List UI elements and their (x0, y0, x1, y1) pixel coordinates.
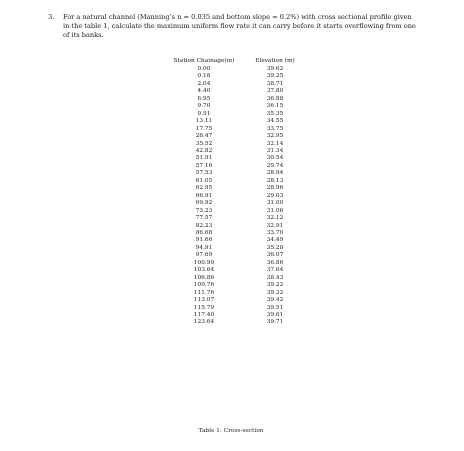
station-chainage-cell: 57.53 (195, 170, 213, 177)
station-chainage-cell: 0.18 (197, 73, 211, 80)
elevation-cell: 36.86 (266, 259, 284, 266)
elevation-cell: 35.28 (266, 244, 284, 251)
elevation-cell: 39.61 (266, 311, 284, 318)
elevation-cell: 34.55 (266, 118, 284, 125)
table-row (160, 319, 302, 326)
station-chainage-cell: 117.40 (193, 311, 215, 318)
elevation-cell: 31.34 (266, 147, 284, 154)
station-chainage-cell: 123.64 (193, 319, 215, 326)
station-chainage-cell: 86.68 (195, 229, 213, 236)
table-row (160, 275, 302, 282)
elevation-cell: 29.63 (266, 192, 284, 199)
table-row (160, 208, 302, 215)
table-caption-text: Table 1: Cross-section (198, 428, 264, 434)
station-chainage-cell: 9.91 (197, 110, 211, 117)
table-row (160, 148, 302, 155)
elevation-cell: 39.22 (266, 282, 284, 289)
table-row (160, 260, 302, 267)
station-chainage-cell: 57.16 (195, 162, 213, 169)
station-chainage-cell: 77.57 (195, 215, 213, 222)
table-row (160, 252, 302, 259)
elevation-cell: 39.32 (266, 289, 284, 296)
table-row (160, 66, 302, 73)
table-row (160, 103, 302, 110)
elevation-cell: 30.54 (266, 155, 284, 162)
station-chainage-cell: 91.66 (195, 237, 213, 244)
elevation-cell: 34.49 (266, 237, 284, 244)
table-row (160, 237, 302, 244)
table-row (160, 282, 302, 289)
table-row (160, 297, 302, 304)
elevation-cell: 36.88 (266, 95, 284, 102)
elevation-cell: 29.74 (266, 162, 284, 169)
problem-statement (48, 13, 419, 40)
table-row (160, 81, 302, 88)
station-chainage-cell: 9.70 (197, 103, 211, 110)
station-chainage-cell: 69.92 (195, 200, 213, 207)
station-chainage-cell: 115.79 (193, 304, 215, 311)
elevation-cell: 35.35 (266, 110, 284, 117)
table-row (160, 193, 302, 200)
table-header-row (160, 57, 302, 66)
station-chainage-cell: 6.95 (197, 95, 211, 102)
table-row (160, 111, 302, 118)
station-chainage-cell: 2.04 (197, 80, 211, 87)
table-row (160, 133, 302, 140)
station-chainage-cell: 113.07 (193, 297, 215, 304)
elevation-cell: 39.62 (266, 66, 284, 72)
elevation-cell: 28.13 (266, 177, 284, 184)
table-row (160, 178, 302, 185)
station-chainage-cell: 111.76 (193, 289, 215, 296)
column-header-station-chainage: Station Chainage(m) (173, 58, 235, 64)
table-row (160, 96, 302, 103)
elevation-cell: 39.25 (266, 73, 284, 80)
station-chainage-cell: 42.82 (195, 147, 213, 154)
elevation-cell: 31.00 (266, 200, 284, 207)
table-row (160, 73, 302, 80)
table-row (160, 155, 302, 162)
table-row (160, 118, 302, 125)
elevation-cell: 38.43 (266, 274, 284, 281)
table-row (160, 223, 302, 230)
column-header-elevation: Elevation (m) (255, 58, 295, 64)
cross-section-table (160, 57, 302, 327)
table-row (160, 88, 302, 95)
table-row (160, 200, 302, 207)
table-body (160, 66, 302, 327)
station-chainage-cell: 4.40 (197, 88, 211, 95)
station-chainage-cell: 26.47 (195, 133, 213, 140)
table-row (160, 141, 302, 148)
table-row (160, 267, 302, 274)
station-chainage-cell: 35.52 (195, 140, 213, 147)
elevation-cell: 37.64 (266, 267, 284, 274)
station-chainage-cell: 103.64 (193, 267, 215, 274)
problem-text: For a natural channel (Manning’s n = 0.035 and bottom slope = 0.2%) with cross sectional profile given in the table 1, calculate the maximum uniform flow rate it can carry before it starts overflowing from one of its banks. (63, 13, 416, 39)
table-row (160, 170, 302, 177)
table-row (160, 163, 302, 170)
elevation-cell: 39.51 (266, 304, 284, 311)
station-chainage-cell: 51.91 (195, 155, 213, 162)
station-chainage-cell: 73.23 (195, 207, 213, 214)
table-caption (0, 427, 464, 435)
table-row (160, 290, 302, 297)
station-chainage-cell: 13.11 (195, 118, 213, 125)
station-chainage-cell: 106.86 (193, 274, 215, 281)
elevation-cell: 31.06 (266, 207, 284, 214)
elevation-cell: 28.96 (266, 185, 284, 192)
elevation-cell: 37.80 (266, 88, 284, 95)
station-chainage-cell: 94.91 (195, 244, 213, 251)
elevation-cell: 33.75 (266, 125, 284, 132)
elevation-cell: 32.91 (266, 222, 284, 229)
elevation-cell: 39.42 (266, 297, 284, 304)
station-chainage-cell: 61.05 (195, 177, 213, 184)
elevation-cell: 36.15 (266, 103, 284, 110)
table-row (160, 245, 302, 252)
table-row (160, 305, 302, 312)
elevation-cell: 39.71 (266, 319, 284, 326)
elevation-cell: 36.07 (266, 252, 284, 259)
table-row (160, 215, 302, 222)
table-row (160, 126, 302, 133)
table-row (160, 185, 302, 192)
station-chainage-cell: 82.23 (195, 222, 213, 229)
problem-number: 3. (48, 13, 55, 21)
station-chainage-cell: 62.95 (195, 185, 213, 192)
station-chainage-cell: 109.76 (193, 282, 215, 289)
elevation-cell: 32.95 (266, 133, 284, 140)
station-chainage-cell: 0.00 (197, 66, 211, 72)
table-row (160, 312, 302, 319)
station-chainage-cell: 97.69 (195, 252, 213, 259)
station-chainage-cell: 100.99 (193, 259, 215, 266)
station-chainage-cell: 17.75 (195, 125, 213, 132)
elevation-cell: 38.71 (266, 80, 284, 87)
elevation-cell: 32.12 (266, 215, 284, 222)
elevation-cell: 28.94 (266, 170, 284, 177)
elevation-cell: 32.14 (266, 140, 284, 147)
table-row (160, 230, 302, 237)
elevation-cell: 33.70 (266, 229, 284, 236)
station-chainage-cell: 66.91 (195, 192, 213, 199)
